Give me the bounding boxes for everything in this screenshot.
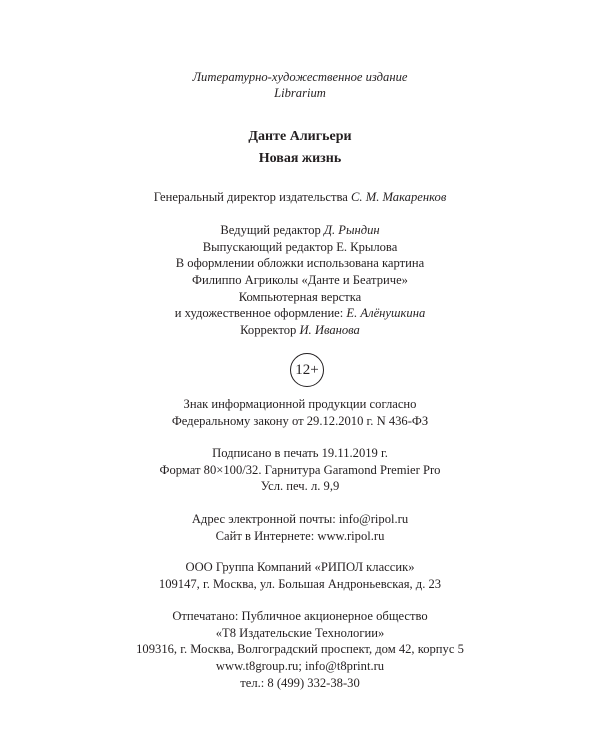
print-info-1: Подписано в печать 19.11.2019 г. (212, 446, 388, 460)
printer-line-3: 109316, г. Москва, Волгоградский проспект, дом 42, корпус 5 (136, 642, 464, 657)
director-line (0, 189, 600, 205)
book-author: Данте Алигьери (248, 129, 352, 144)
proofreader-name: И. Иванова (299, 323, 360, 337)
publisher-address: 109147, г. Москва, ул. Большая Андроньевская, д. 23 (158, 576, 442, 591)
layout-line-2 (0, 305, 600, 321)
printer-line-1: Отпечатано: Публичное акционерное общество (172, 609, 428, 623)
lead-editor-line (0, 222, 600, 238)
cover-line-2: Филиппо Агриколы «Данте и Беатриче» (192, 273, 408, 287)
printer-line-5: тел.: 8 (499) 332-38-30 (240, 675, 360, 690)
rating-note-2: Федеральному закону от 29.12.2010 г. N 436-ФЗ (171, 413, 429, 428)
proofreader-line (0, 322, 600, 338)
layout-label: и художественное оформление: (174, 306, 347, 321)
lead-editor-label: Ведущий редактор (220, 223, 324, 237)
contact-site: Сайт в Интернете: www.ripol.ru (215, 528, 385, 543)
lead-editor-name: Д. Рындин (323, 223, 380, 237)
director-label: Генеральный директор издательства (153, 190, 352, 204)
layout-name: Е. Алёнушкина (346, 306, 426, 321)
publisher-name: ООО Группа Компаний «РИПОЛ классик» (185, 560, 415, 574)
series-line: Литературно-художественное издание (192, 70, 408, 84)
rating-note-1: Знак информационной продукции согласно (183, 397, 417, 411)
age-rating-badge: 12+ (290, 353, 324, 387)
proofreader-label: Корректор (240, 323, 300, 337)
series-name: Librarium (274, 86, 326, 100)
book-title: Новая жизнь (258, 151, 342, 166)
cover-line-1: В оформлении обложки использована картина (175, 256, 425, 271)
print-info-2: Формат 80×100/32. Гарнитура Garamond Premier Pro (159, 462, 441, 477)
print-info-3: Усл. печ. л. 9,9 (260, 479, 340, 493)
layout-line-1: Компьютерная верстка (238, 289, 362, 304)
issuing-editor-line: Выпускающий редактор Е. Крылова (202, 239, 398, 254)
contact-email: Адрес электронной почты: info@ripol.ru (191, 512, 409, 526)
director-name: С. М. Макаренков (351, 190, 447, 204)
printer-line-4: www.t8group.ru; info@t8print.ru (215, 659, 385, 673)
printer-line-2: «Т8 Издательские Технологии» (215, 625, 385, 640)
